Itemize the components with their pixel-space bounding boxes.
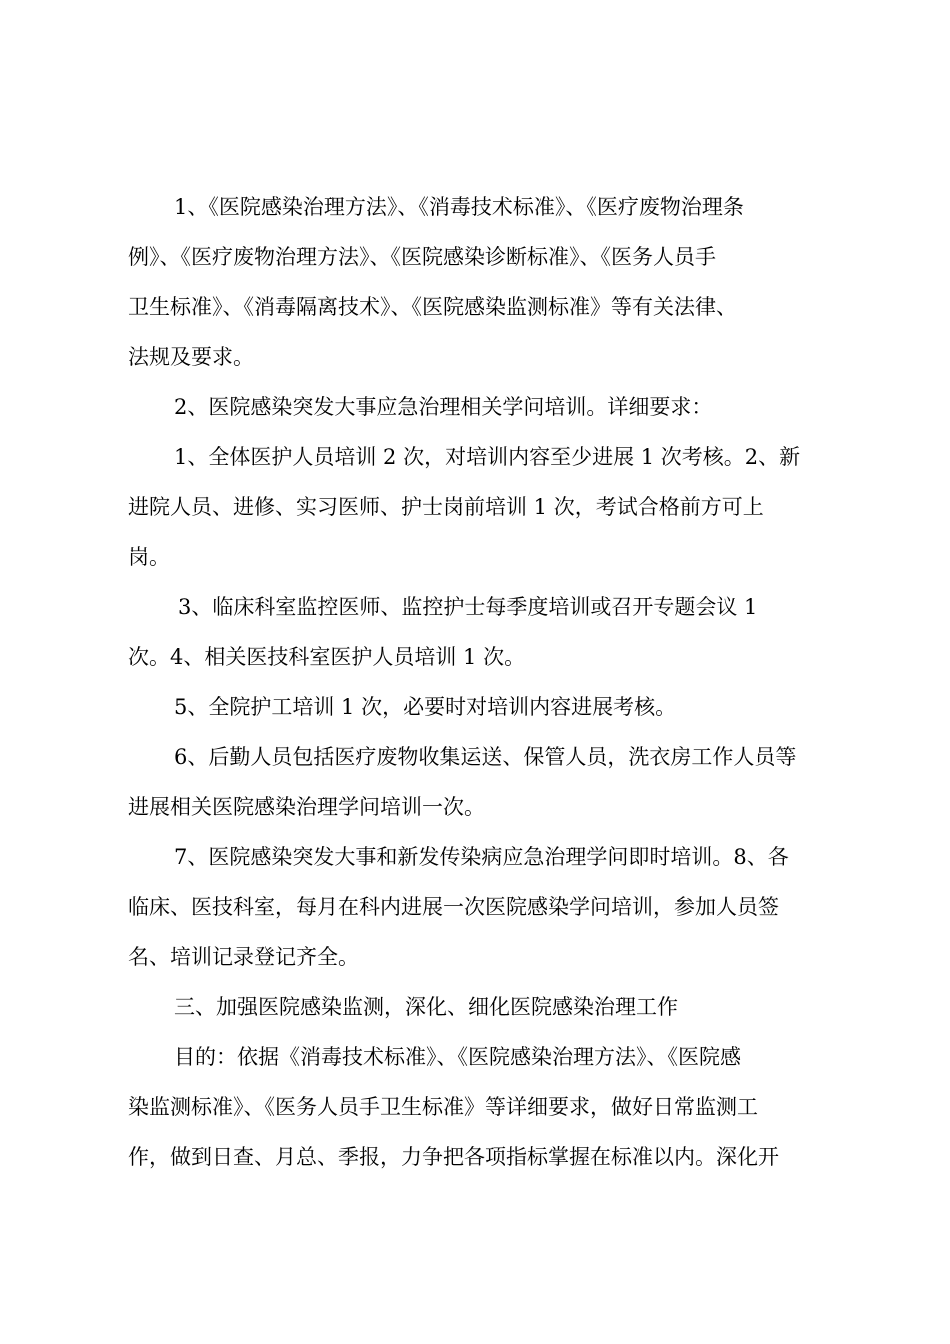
text-line: 作，做到日查、月总、季报，力争把各项指标掌握在标准以内。深化开 (128, 1145, 779, 1169)
text-line: 目的：依据《消毒技术标准》、《医院感染治理方法》、《医院感 (174, 1045, 741, 1069)
text-line: 岗。 (128, 545, 170, 569)
text-line: 例》、《医疗废物治理方法》、《医院感染诊断标准》、《医务人员手 (128, 245, 716, 269)
text-line: 1、《医院感染治理方法》、《消毒技术标准》、《医疗废物治理条 (174, 195, 744, 219)
text-line: 进展相关医院感染治理学问培训一次。 (128, 795, 485, 819)
text-line: 染监测标准》、《医务人员手卫生标准》等详细要求，做好日常监测工 (128, 1095, 758, 1119)
text-line: 5、全院护工培训 1 次，必要时对培训内容进展考核。 (174, 695, 677, 719)
section-heading: 三、加强医院感染监测，深化、细化医院感染治理工作 (174, 995, 678, 1019)
text-line: 名、培训记录登记齐全。 (128, 945, 359, 969)
text-line: 法规及要求。 (128, 345, 254, 369)
text-line: 6、后勤人员包括医疗废物收集运送、保管人员，洗衣房工作人员等 (174, 745, 797, 769)
text-line: 7、医院感染突发大事和新发传染病应急治理学问即时培训。8、各 (174, 845, 789, 869)
text-line: 进院人员、进修、实习医师、护士岗前培训 1 次，考试合格前方可上 (128, 495, 764, 519)
text-line: 1、全体医护人员培训 2 次，对培训内容至少进展 1 次考核。2、新 (174, 445, 801, 469)
text-line: 临床、医技科室，每月在科内进展一次医院感染学问培训，参加人员签 (128, 895, 779, 919)
text-line: 次。4、相关医技科室医护人员培训 1 次。 (128, 645, 526, 669)
text-line: 卫生标准》、《消毒隔离技术》、《医院感染监测标准》等有关法律、 (128, 295, 737, 319)
text-line: 3、临床科室监控医师、监控护士每季度培训或召开专题会议 1 (178, 595, 758, 619)
text-line: 2、医院感染突发大事应急治理相关学问培训。详细要求： (174, 395, 713, 419)
